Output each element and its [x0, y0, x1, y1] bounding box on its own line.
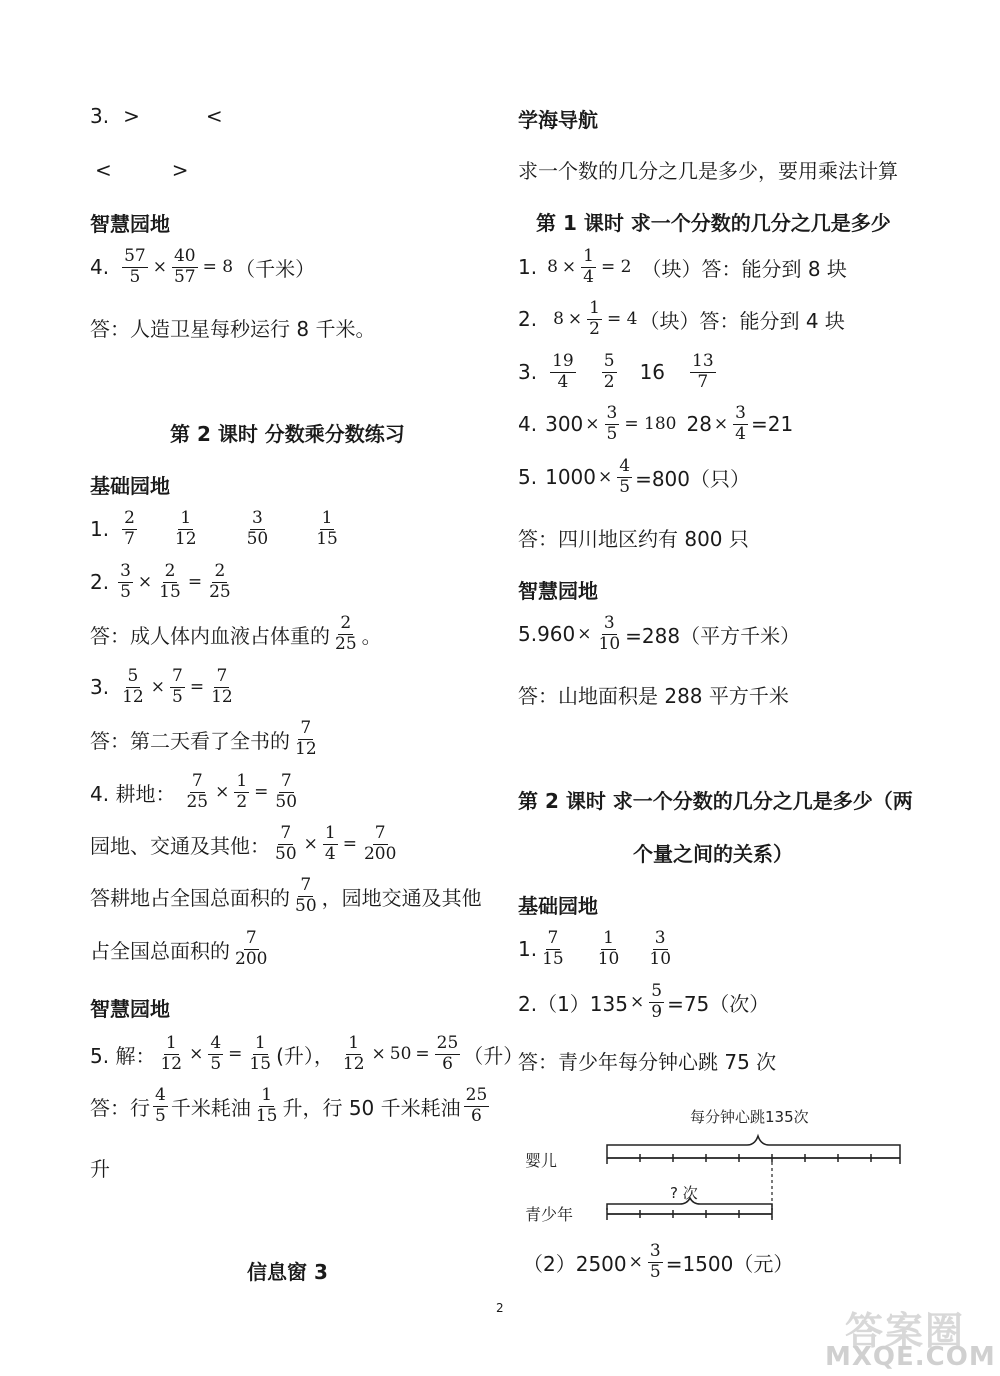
- r1-equation: 1. 8 × $\frac{1}{4}$ = 2 （块）答：能分到 8 块: [518, 246, 847, 287]
- diagram-row-teen: 青少年: [525, 1205, 574, 1224]
- section-zhihui-right: 智慧园地: [518, 579, 598, 603]
- section-jichu-1: 基础园地: [90, 474, 170, 498]
- b5-answer: 答：行 $\frac{4}{5}$ 千米耗油 $\frac{1}{15}$ 升，行 50 千米耗油 $\frac{25}{6}$: [90, 1085, 488, 1126]
- lesson-2-title-right-a: 第 2 课时 求一个分数的几分之几是多少（两: [518, 789, 913, 813]
- diagram-title: 每分钟心跳135次: [690, 1108, 809, 1126]
- r5-equation: 5. 1000 × $\frac{4}{5}$ =800（只）: [518, 456, 751, 497]
- heartbeat-segment-diagram: [515, 1100, 915, 1230]
- r5-answer: 答：四川地区约有 800 只: [518, 527, 749, 551]
- r3-values: 3. $\frac{19}{4}$ $\frac{5}{2}$ 16 $\frac{13}{7}$: [518, 351, 714, 392]
- b4-answer-2: 占全国总面积的 $\frac{7}{200}$: [90, 928, 268, 969]
- section-jichu-right: 基础园地: [518, 894, 598, 918]
- section-zhihui-2: 智慧园地: [90, 997, 170, 1021]
- b5-unit: 升: [90, 1157, 110, 1181]
- b2-equation: 2. $\frac{3}{5}$ × $\frac{2}{15}$ = $\frac{2}{25}$: [90, 561, 231, 602]
- b3-answer: 答：第二天看了全书的 $\frac{7}{12}$: [90, 718, 317, 759]
- lesson-2-title-right-b: 个量之间的关系）: [633, 842, 793, 866]
- r6-equation: 5.960 × $\frac{3}{10}$ =288（平方千米）: [518, 613, 801, 654]
- q3-row1: 3. > <: [90, 104, 223, 128]
- s2-equation: 2.（1）135 × $\frac{5}{9}$ =75（次）: [518, 981, 770, 1022]
- s2-answer: 答：青少年每分钟心跳 75 次: [518, 1050, 777, 1074]
- diagram-row-infant: 婴儿: [525, 1151, 558, 1170]
- q4-answer: 答：人造卫星每秒运行 8 千米。: [90, 317, 376, 341]
- watermark-logo: 答案圈 MXQE.COM: [825, 1309, 996, 1372]
- xuehai-text: 求一个数的几分之几是多少，要用乘法计算: [518, 159, 898, 183]
- b3-equation: 3. $\frac{5}{12}$ × $\frac{7}{5}$ = $\frac{7}{12}$: [90, 666, 233, 707]
- lesson-1-title: 第 1 课时 求一个分数的几分之几是多少: [536, 211, 891, 235]
- diagram-question: ? 次: [670, 1184, 698, 1202]
- teen-brace: [607, 1198, 772, 1210]
- b4-equation-farmland: 4. 耕地： $\frac{7}{25}$ × $\frac{1}{2}$ = $\frac{7}{50}$: [90, 771, 298, 812]
- lesson-2-title: 第 2 课时 分数乘分数练习: [170, 422, 405, 446]
- section-zhihui-1: 智慧园地: [90, 212, 170, 236]
- b2-answer: 答：成人体内血液占体重的 $\frac{2}{25}$ 。: [90, 613, 382, 654]
- r6-answer: 答：山地面积是 288 平方千米: [518, 684, 789, 708]
- xinxi-title: 信息窗 3: [247, 1260, 328, 1284]
- s3-equation: （2）2500 × $\frac{3}{5}$ =1500（元）: [523, 1241, 794, 1282]
- b4-equation-garden: 园地、交通及其他： $\frac{7}{50}$ × $\frac{1}{4}$ = $\frac{7}{200}$: [90, 823, 397, 864]
- q4-equation: 4. $\frac{57}{5}$ × $\frac{40}{57}$ = 8 （千米）: [90, 246, 316, 287]
- r4-equation: 4. 300 × $\frac{3}{5}$ = 180 28 × $\frac{3}{4}$ =21: [518, 403, 794, 444]
- xuehai-title: 学海导航: [518, 108, 598, 132]
- s1-fractions: 1. $\frac{7}{15}$ $\frac{1}{10}$ $\frac{3}{10}$: [518, 928, 672, 969]
- b5-equation: 5. 解： $\frac{1}{12}$ × $\frac{4}{5}$ = $\frac{1}{15}$ (升）， $\frac{1}{12}$ × 50 = $\frac{25}{6}$ （升）: [90, 1033, 524, 1074]
- r2-equation: 2. 8 × $\frac{1}{2}$ = 4 （块）答：能分到 4 块: [518, 298, 845, 339]
- infant-brace: [607, 1136, 900, 1152]
- q3-row2: < >: [95, 158, 189, 182]
- b4-answer-1: 答耕地占全国总面积的 $\frac{7}{50}$ ，园地交通及其他: [90, 875, 482, 916]
- page-number: 2: [496, 1301, 504, 1315]
- b1-fractions: 1. $\frac{2}{7}$ $\frac{1}{12}$ $\frac{3}{50}$ $\frac{1}{15}$: [90, 508, 338, 549]
